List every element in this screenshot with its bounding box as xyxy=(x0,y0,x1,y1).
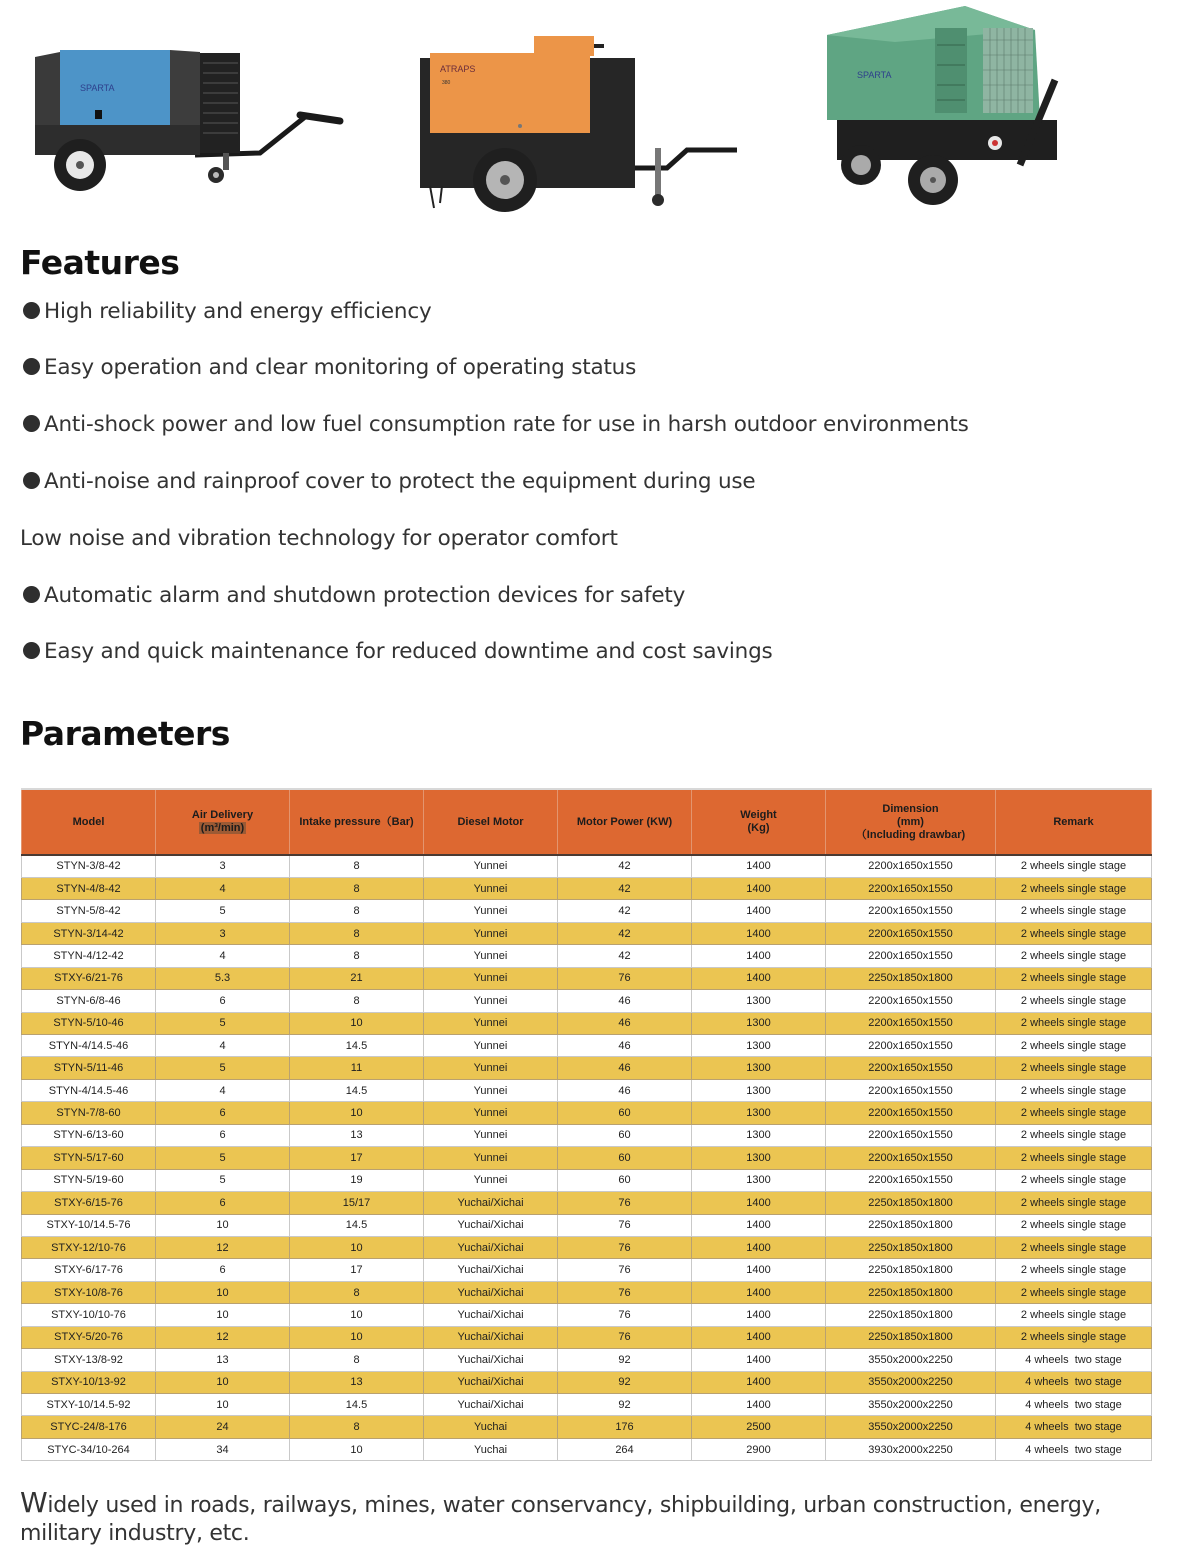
cell-motor-power: 76 xyxy=(558,1214,692,1236)
cell-dimension: 2200x1650x1550 xyxy=(826,877,996,899)
cell-dimension: 2200x1650x1550 xyxy=(826,1169,996,1191)
cell-dimension: 2250x1850x1800 xyxy=(826,1236,996,1258)
cell-motor-power: 92 xyxy=(558,1371,692,1393)
features-heading: Features xyxy=(20,243,180,282)
feature-item xyxy=(20,526,618,551)
cell-model: STYN-3/8-42 xyxy=(22,855,156,877)
cell-remark: 4 wheels two stage xyxy=(996,1416,1152,1438)
cell-diesel-motor: Yuchai/Xichai xyxy=(424,1349,558,1371)
cell-model: STXY-13/8-92 xyxy=(22,1349,156,1371)
table-row xyxy=(22,1214,1152,1236)
cell-dimension: 2250x1850x1800 xyxy=(826,1304,996,1326)
cell-air-delivery: 10 xyxy=(156,1281,290,1303)
cell-intake-pressure: 13 xyxy=(290,1371,424,1393)
feature-item xyxy=(20,583,685,608)
header-dimension: Dimension (mm) （Including drawbar) xyxy=(826,789,996,855)
cell-air-delivery: 4 xyxy=(156,1035,290,1057)
cell-weight: 1400 xyxy=(692,1394,826,1416)
model-label: 380 xyxy=(442,80,451,86)
bullet-icon xyxy=(23,642,40,659)
cell-intake-pressure: 19 xyxy=(290,1169,424,1191)
cell-weight: 1400 xyxy=(692,922,826,944)
feature-text: Easy and quick maintenance for reduced downtime and cost savings xyxy=(44,639,773,664)
cell-remark: 2 wheels single stage xyxy=(996,1102,1152,1124)
cell-dimension: 3550x2000x2250 xyxy=(826,1349,996,1371)
cell-diesel-motor: Yuchai/Xichai xyxy=(424,1192,558,1214)
table-row xyxy=(22,1147,1152,1169)
cell-diesel-motor: Yunnei xyxy=(424,922,558,944)
cell-air-delivery: 6 xyxy=(156,1102,290,1124)
cell-air-delivery: 5 xyxy=(156,1147,290,1169)
cell-air-delivery: 24 xyxy=(156,1416,290,1438)
applications-text: idely used in roads, railways, mines, water conservancy, shipbuilding, urban construction, energy, military industry, etc. xyxy=(20,1493,1101,1546)
feature-item xyxy=(20,355,636,380)
cell-motor-power: 76 xyxy=(558,1326,692,1348)
table-row xyxy=(22,1102,1152,1124)
cell-remark: 2 wheels single stage xyxy=(996,1214,1152,1236)
bullet-icon xyxy=(23,586,40,603)
feature-item xyxy=(20,299,431,324)
cell-air-delivery: 5 xyxy=(156,1057,290,1079)
cell-diesel-motor: Yunnei xyxy=(424,1124,558,1146)
cell-air-delivery: 10 xyxy=(156,1214,290,1236)
cell-intake-pressure: 8 xyxy=(290,855,424,877)
cell-air-delivery: 5 xyxy=(156,1169,290,1191)
cell-intake-pressure: 8 xyxy=(290,900,424,922)
bullet-icon xyxy=(23,472,40,489)
cell-air-delivery: 5.3 xyxy=(156,967,290,989)
cell-remark: 2 wheels single stage xyxy=(996,900,1152,922)
cell-diesel-motor: Yuchai/Xichai xyxy=(424,1394,558,1416)
cell-diesel-motor: Yunnei xyxy=(424,990,558,1012)
cell-weight: 1400 xyxy=(692,855,826,877)
table-row xyxy=(22,1371,1152,1393)
cell-model: STYC-24/8-176 xyxy=(22,1416,156,1438)
cell-dimension: 2200x1650x1550 xyxy=(826,1147,996,1169)
table-row xyxy=(22,1035,1152,1057)
cell-motor-power: 76 xyxy=(558,1192,692,1214)
cell-model: STXY-10/10-76 xyxy=(22,1304,156,1326)
cell-intake-pressure: 8 xyxy=(290,922,424,944)
cell-intake-pressure: 8 xyxy=(290,877,424,899)
cell-motor-power: 176 xyxy=(558,1416,692,1438)
cell-dimension: 2200x1650x1550 xyxy=(826,922,996,944)
table-row xyxy=(22,1236,1152,1258)
cell-dimension: 2200x1650x1550 xyxy=(826,1124,996,1146)
cell-air-delivery: 4 xyxy=(156,945,290,967)
header-motor-power: Motor Power (KW) xyxy=(558,789,692,855)
cell-motor-power: 76 xyxy=(558,967,692,989)
cell-dimension: 2200x1650x1550 xyxy=(826,990,996,1012)
applications-paragraph xyxy=(20,1486,1140,1548)
cell-air-delivery: 5 xyxy=(156,900,290,922)
cell-motor-power: 46 xyxy=(558,1035,692,1057)
cell-weight: 1400 xyxy=(692,900,826,922)
cell-dimension: 2250x1850x1800 xyxy=(826,1259,996,1281)
cell-diesel-motor: Yunnei xyxy=(424,900,558,922)
cell-weight: 1400 xyxy=(692,967,826,989)
cell-remark: 2 wheels single stage xyxy=(996,922,1152,944)
cell-weight: 1300 xyxy=(692,1057,826,1079)
cell-motor-power: 46 xyxy=(558,1012,692,1034)
cell-diesel-motor: Yunnei xyxy=(424,855,558,877)
cell-diesel-motor: Yunnei xyxy=(424,1012,558,1034)
cell-remark: 2 wheels single stage xyxy=(996,1326,1152,1348)
cell-air-delivery: 6 xyxy=(156,990,290,1012)
cell-dimension: 3550x2000x2250 xyxy=(826,1416,996,1438)
cell-model: STYN-4/14.5-46 xyxy=(22,1035,156,1057)
cell-motor-power: 60 xyxy=(558,1169,692,1191)
cell-diesel-motor: Yuchai/Xichai xyxy=(424,1371,558,1393)
cell-intake-pressure: 8 xyxy=(290,1349,424,1371)
feature-text: Anti-noise and rainproof cover to protect the equipment during use xyxy=(44,469,756,494)
cell-dimension: 2250x1850x1800 xyxy=(826,1192,996,1214)
cell-model: STXY-6/15-76 xyxy=(22,1192,156,1214)
cell-dimension: 2250x1850x1800 xyxy=(826,967,996,989)
table-row xyxy=(22,1259,1152,1281)
header-intake-pressure: Intake pressure（Bar) xyxy=(290,789,424,855)
cell-weight: 1400 xyxy=(692,1281,826,1303)
cell-weight: 2900 xyxy=(692,1438,826,1460)
cell-intake-pressure: 10 xyxy=(290,1236,424,1258)
table-row xyxy=(22,1281,1152,1303)
cell-remark: 4 wheels two stage xyxy=(996,1371,1152,1393)
cell-diesel-motor: Yunnei xyxy=(424,967,558,989)
cell-model: STYN-7/8-60 xyxy=(22,1102,156,1124)
cell-diesel-motor: Yuchai/Xichai xyxy=(424,1304,558,1326)
cell-dimension: 3550x2000x2250 xyxy=(826,1371,996,1393)
table-row xyxy=(22,1012,1152,1034)
cell-remark: 2 wheels single stage xyxy=(996,945,1152,967)
cell-intake-pressure: 11 xyxy=(290,1057,424,1079)
cell-dimension: 2200x1650x1550 xyxy=(826,945,996,967)
cell-motor-power: 42 xyxy=(558,945,692,967)
cell-weight: 1400 xyxy=(692,1214,826,1236)
table-row xyxy=(22,1438,1152,1460)
cell-motor-power: 60 xyxy=(558,1102,692,1124)
cell-model: STXY-10/14.5-92 xyxy=(22,1394,156,1416)
cell-model: STYN-5/11-46 xyxy=(22,1057,156,1079)
cell-dimension: 2200x1650x1550 xyxy=(826,900,996,922)
cell-air-delivery: 12 xyxy=(156,1326,290,1348)
cell-remark: 2 wheels single stage xyxy=(996,1192,1152,1214)
header-diesel-motor: Diesel Motor xyxy=(424,789,558,855)
table-row xyxy=(22,1304,1152,1326)
cell-dimension: 3930x2000x2250 xyxy=(826,1438,996,1460)
cell-model: STXY-6/17-76 xyxy=(22,1259,156,1281)
cell-model: STYN-6/13-60 xyxy=(22,1124,156,1146)
cell-remark: 2 wheels single stage xyxy=(996,1147,1152,1169)
cell-intake-pressure: 17 xyxy=(290,1147,424,1169)
cell-diesel-motor: Yuchai/Xichai xyxy=(424,1326,558,1348)
cell-air-delivery: 10 xyxy=(156,1371,290,1393)
cell-intake-pressure: 10 xyxy=(290,1326,424,1348)
cell-model: STXY-10/14.5-76 xyxy=(22,1214,156,1236)
brand-logo: SPARTA xyxy=(857,70,892,80)
table-row xyxy=(22,1416,1152,1438)
cell-weight: 1400 xyxy=(692,877,826,899)
cell-dimension: 2200x1650x1550 xyxy=(826,1035,996,1057)
parameters-table-container xyxy=(21,788,1151,1461)
cell-weight: 1300 xyxy=(692,1079,826,1101)
green-compressor-image xyxy=(815,0,1065,215)
header-weight: Weight (Kg) xyxy=(692,789,826,855)
table-row xyxy=(22,967,1152,989)
orange-compressor-image xyxy=(412,28,742,218)
cell-air-delivery: 3 xyxy=(156,922,290,944)
cell-air-delivery: 4 xyxy=(156,1079,290,1101)
cell-weight: 1300 xyxy=(692,1012,826,1034)
cell-dimension: 2200x1650x1550 xyxy=(826,855,996,877)
cell-model: STYN-4/14.5-46 xyxy=(22,1079,156,1101)
cell-model: STYN-4/8-42 xyxy=(22,877,156,899)
cell-intake-pressure: 10 xyxy=(290,1012,424,1034)
cell-remark: 2 wheels single stage xyxy=(996,1035,1152,1057)
cell-motor-power: 92 xyxy=(558,1394,692,1416)
header-remark: Remark xyxy=(996,789,1152,855)
cell-dimension: 2200x1650x1550 xyxy=(826,1012,996,1034)
cell-diesel-motor: Yunnei xyxy=(424,945,558,967)
cell-motor-power: 42 xyxy=(558,877,692,899)
cell-motor-power: 60 xyxy=(558,1124,692,1146)
cell-motor-power: 46 xyxy=(558,1057,692,1079)
product-image-row xyxy=(0,0,1178,230)
cell-motor-power: 92 xyxy=(558,1349,692,1371)
cell-model: STYN-5/10-46 xyxy=(22,1012,156,1034)
header-model: Model xyxy=(22,789,156,855)
feature-item xyxy=(20,639,773,664)
cell-air-delivery: 3 xyxy=(156,855,290,877)
cell-motor-power: 76 xyxy=(558,1281,692,1303)
cell-weight: 1300 xyxy=(692,1124,826,1146)
table-row xyxy=(22,1349,1152,1371)
table-row xyxy=(22,922,1152,944)
cell-diesel-motor: Yuchai xyxy=(424,1438,558,1460)
blue-compressor-image xyxy=(20,35,350,195)
cell-weight: 1300 xyxy=(692,1102,826,1124)
cell-remark: 2 wheels single stage xyxy=(996,1236,1152,1258)
cell-dimension: 2250x1850x1800 xyxy=(826,1281,996,1303)
cell-motor-power: 76 xyxy=(558,1304,692,1326)
cell-remark: 2 wheels single stage xyxy=(996,1079,1152,1101)
table-row xyxy=(22,877,1152,899)
cell-model: STXY-6/21-76 xyxy=(22,967,156,989)
cell-intake-pressure: 10 xyxy=(290,1304,424,1326)
cell-remark: 2 wheels single stage xyxy=(996,1281,1152,1303)
cell-intake-pressure: 13 xyxy=(290,1124,424,1146)
cell-weight: 1400 xyxy=(692,1304,826,1326)
cell-air-delivery: 10 xyxy=(156,1304,290,1326)
feature-text: Automatic alarm and shutdown protection devices for safety xyxy=(44,583,686,608)
feature-text: Low noise and vibration technology for operator comfort xyxy=(20,526,618,551)
cell-remark: 4 wheels two stage xyxy=(996,1349,1152,1371)
cell-intake-pressure: 10 xyxy=(290,1102,424,1124)
table-row xyxy=(22,1326,1152,1348)
cell-weight: 1400 xyxy=(692,1371,826,1393)
feature-text: High reliability and energy efficiency xyxy=(44,299,432,324)
bullet-icon xyxy=(23,302,40,319)
cell-remark: 2 wheels single stage xyxy=(996,1057,1152,1079)
cell-air-delivery: 6 xyxy=(156,1192,290,1214)
cell-remark: 2 wheels single stage xyxy=(996,967,1152,989)
cell-diesel-motor: Yuchai/Xichai xyxy=(424,1214,558,1236)
cell-model: STYN-4/12-42 xyxy=(22,945,156,967)
table-header-row xyxy=(22,789,1152,855)
cell-dimension: 2200x1650x1550 xyxy=(826,1057,996,1079)
parameters-table-body xyxy=(22,855,1152,1461)
cell-intake-pressure: 8 xyxy=(290,1416,424,1438)
cell-motor-power: 42 xyxy=(558,855,692,877)
cell-intake-pressure: 8 xyxy=(290,945,424,967)
cell-model: STXY-5/20-76 xyxy=(22,1326,156,1348)
cell-weight: 1300 xyxy=(692,1169,826,1191)
cell-model: STYN-5/8-42 xyxy=(22,900,156,922)
cell-diesel-motor: Yunnei xyxy=(424,1147,558,1169)
cell-motor-power: 60 xyxy=(558,1147,692,1169)
cell-intake-pressure: 17 xyxy=(290,1259,424,1281)
cell-intake-pressure: 8 xyxy=(290,990,424,1012)
cell-weight: 2500 xyxy=(692,1416,826,1438)
cell-air-delivery: 4 xyxy=(156,877,290,899)
cell-motor-power: 76 xyxy=(558,1259,692,1281)
cell-remark: 2 wheels single stage xyxy=(996,855,1152,877)
table-row xyxy=(22,1394,1152,1416)
cell-model: STXY-12/10-76 xyxy=(22,1236,156,1258)
cell-weight: 1400 xyxy=(692,1259,826,1281)
bullet-icon xyxy=(23,415,40,432)
cell-intake-pressure: 10 xyxy=(290,1438,424,1460)
cell-air-delivery: 10 xyxy=(156,1394,290,1416)
cell-model: STYN-5/17-60 xyxy=(22,1147,156,1169)
header-air-delivery: Air Delivery (m³/min) xyxy=(156,789,290,855)
feature-item xyxy=(20,412,969,437)
cell-motor-power: 42 xyxy=(558,922,692,944)
cell-remark: 2 wheels single stage xyxy=(996,1259,1152,1281)
cell-diesel-motor: Yunnei xyxy=(424,877,558,899)
cell-diesel-motor: Yunnei xyxy=(424,1057,558,1079)
cell-diesel-motor: Yuchai/Xichai xyxy=(424,1281,558,1303)
cell-air-delivery: 6 xyxy=(156,1124,290,1146)
cell-model: STXY-10/13-92 xyxy=(22,1371,156,1393)
cell-weight: 1400 xyxy=(692,945,826,967)
cell-remark: 2 wheels single stage xyxy=(996,1304,1152,1326)
cell-intake-pressure: 14.5 xyxy=(290,1214,424,1236)
cell-dimension: 2200x1650x1550 xyxy=(826,1102,996,1124)
table-row xyxy=(22,1057,1152,1079)
table-row xyxy=(22,945,1152,967)
parameters-heading: Parameters xyxy=(20,714,230,753)
cell-diesel-motor: Yuchai xyxy=(424,1416,558,1438)
cell-weight: 1400 xyxy=(692,1236,826,1258)
table-row xyxy=(22,900,1152,922)
cell-weight: 1400 xyxy=(692,1326,826,1348)
cell-remark: 2 wheels single stage xyxy=(996,1012,1152,1034)
cell-air-delivery: 5 xyxy=(156,1012,290,1034)
cell-intake-pressure: 21 xyxy=(290,967,424,989)
feature-item xyxy=(20,469,755,494)
cell-diesel-motor: Yuchai/Xichai xyxy=(424,1259,558,1281)
cell-diesel-motor: Yuchai/Xichai xyxy=(424,1236,558,1258)
cell-motor-power: 46 xyxy=(558,990,692,1012)
cell-motor-power: 42 xyxy=(558,900,692,922)
cell-diesel-motor: Yunnei xyxy=(424,1079,558,1101)
cell-intake-pressure: 14.5 xyxy=(290,1079,424,1101)
cell-diesel-motor: Yunnei xyxy=(424,1102,558,1124)
feature-text: Easy operation and clear monitoring of operating status xyxy=(44,355,637,380)
cell-motor-power: 264 xyxy=(558,1438,692,1460)
cell-dimension: 2250x1850x1800 xyxy=(826,1326,996,1348)
cell-dimension: 2200x1650x1550 xyxy=(826,1079,996,1101)
table-row xyxy=(22,1192,1152,1214)
cell-remark: 4 wheels two stage xyxy=(996,1438,1152,1460)
cell-intake-pressure: 15/17 xyxy=(290,1192,424,1214)
feature-text: Anti-shock power and low fuel consumption rate for use in harsh outdoor environments xyxy=(44,412,969,437)
cell-dimension: 2250x1850x1800 xyxy=(826,1214,996,1236)
table-row xyxy=(22,855,1152,877)
cell-model: STXY-10/8-76 xyxy=(22,1281,156,1303)
cell-weight: 1300 xyxy=(692,990,826,1012)
cell-model: STYN-3/14-42 xyxy=(22,922,156,944)
cell-remark: 2 wheels single stage xyxy=(996,1169,1152,1191)
cell-intake-pressure: 14.5 xyxy=(290,1394,424,1416)
cell-intake-pressure: 14.5 xyxy=(290,1035,424,1057)
cell-air-delivery: 12 xyxy=(156,1236,290,1258)
cell-air-delivery: 13 xyxy=(156,1349,290,1371)
cell-remark: 2 wheels single stage xyxy=(996,990,1152,1012)
cell-model: STYN-6/8-46 xyxy=(22,990,156,1012)
table-row xyxy=(22,1079,1152,1101)
bullet-icon xyxy=(23,358,40,375)
table-row xyxy=(22,1124,1152,1146)
cell-weight: 1300 xyxy=(692,1147,826,1169)
table-row xyxy=(22,1169,1152,1191)
cell-air-delivery: 34 xyxy=(156,1438,290,1460)
parameters-table xyxy=(21,788,1152,1461)
cell-remark: 4 wheels two stage xyxy=(996,1394,1152,1416)
cell-remark: 2 wheels single stage xyxy=(996,1124,1152,1146)
drop-cap: W xyxy=(20,1486,48,1519)
cell-model: STYN-5/19-60 xyxy=(22,1169,156,1191)
cell-intake-pressure: 8 xyxy=(290,1281,424,1303)
cell-motor-power: 46 xyxy=(558,1079,692,1101)
cell-remark: 2 wheels single stage xyxy=(996,877,1152,899)
cell-air-delivery: 6 xyxy=(156,1259,290,1281)
cell-weight: 1400 xyxy=(692,1349,826,1371)
cell-motor-power: 76 xyxy=(558,1236,692,1258)
cell-dimension: 3550x2000x2250 xyxy=(826,1394,996,1416)
cell-weight: 1300 xyxy=(692,1035,826,1057)
cell-diesel-motor: Yunnei xyxy=(424,1035,558,1057)
cell-weight: 1400 xyxy=(692,1192,826,1214)
cell-diesel-motor: Yunnei xyxy=(424,1169,558,1191)
table-row xyxy=(22,990,1152,1012)
brand-logo: SPARTA xyxy=(80,83,115,93)
brand-logo: ATRAPS xyxy=(440,64,476,74)
cell-model: STYC-34/10-264 xyxy=(22,1438,156,1460)
